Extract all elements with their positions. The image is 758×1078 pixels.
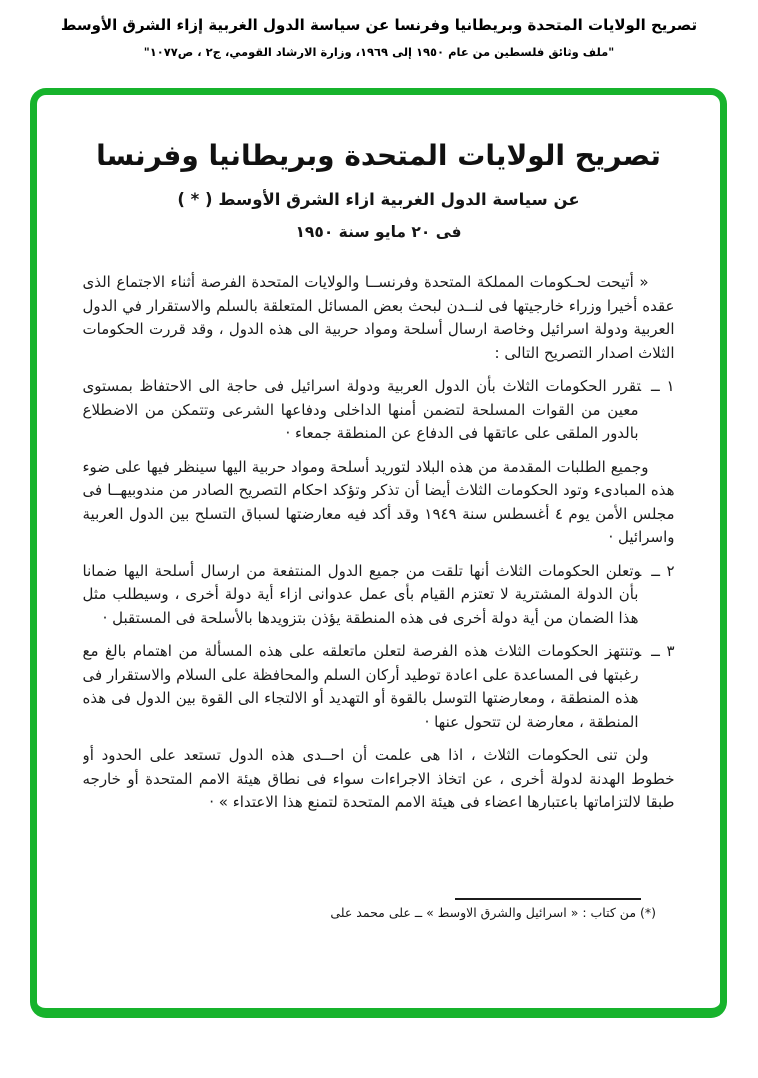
declaration-title: تصريح الولايات المتحدة وبريطانيا وفرنسا (96, 139, 661, 172)
opening-paragraph: « أتيحت لحـكومات المملكة المتحدة وفرنســا والولايات المتحدة الفرصة أثناء الاجتماع الذى عقده أخيرا وزراء خارجيتها فى لنــدن لبحث بعض المسائل المتعلقة بالسلم والاستقرار في الدول العربية ودولة اسرائيل وخاصة ارسال أسلحة ومواد حربية الى هذه الدول ، وقد قررت الحكومات الثلاث اصدار التصريح التالى : (82, 273, 675, 362)
item-2-text: وتعلن الحكومات الثلاث أنها تلقت من جميع الدول المنتفعة من ارسال أسلحة اليها ضمانا بأن الدولة المشترية لا تعتزم القيام بأى عمل عدوانى ازاء أية دولة أخرى ، وسيطلب مثل هذا الضمان من أية دولة أخرى فى هذه المنطقة يؤذن بتزويدها بالأسلحة فى المستقبل · (82, 561, 642, 627)
item-2-number: ٢ ــ (651, 561, 675, 580)
arms-requests-paragraph: وجميع الطلبات المقدمة من هذه البلاد لتوريد أسلحة ومواد حربية اليها سينظر فيها على ضوء هذه المبادىء وتود الحكومات الثلاث أيضا أن تذكر وتؤكد احكام التصريح الصادر من مندوبيهــا فى مجلس الأمن يوم ٤ أغسطس سنة ١٩٤٩ وقد أكد فيه معارضتها لسباق التسلح بين الدول العربية واسرائيل · (82, 457, 675, 546)
item-1-number: ١ ــ (650, 377, 675, 395)
declaration-subtitle: عن سياسة الدول الغربية ازاء الشرق الأوسط ( * ) (177, 190, 580, 209)
item-3-number: ٣ ــ (651, 642, 675, 660)
item-1-text: تقرر الحكومات الثلاث بأن الدول العربية ودولة اسرائيل فى حاجة الى الاحتفاظ بمستوى معين من القوات المسلحة لتضمن أمنها الداخلى ودفاعها الشرعى وتتمكن من الاضطلاع بالدور الملقى على عاتقها فى الدفاع عن المنطقة جمعاء · (82, 377, 641, 442)
numbered-item-2 (83, 560, 675, 631)
footnote-divider (455, 898, 641, 900)
numbered-item-3 (83, 640, 675, 734)
header-source-citation: "ملف وثائق فلسطين من عام ١٩٥٠ إلى ١٩٦٩، وزارة الارشاد القومي، ج٢ ، ص١٠٧٧" (143, 45, 615, 59)
declaration-body (83, 271, 675, 863)
footnote-area (83, 898, 675, 920)
item-3-text: وتنتهز الحكومات الثلاث هذه الفرصة لتعلن ماتعلقه على هذه المسألة من اهتمام بالغ مع رغبتها فى المساعدة على اعادة توطيد أركان السلم والمحافظة على السلام والاستقرار فى هذه المنطقة ، ومعارضتها التوسل بالقوة أو التهديد أو الالتجاء الى القوة بين الدول فى هذه المنطقة ، معارضة لن تتحول عنها · (82, 642, 642, 731)
footnote-text: (*) من كتاب : « اسرائيل والشرق الاوسط » ــ على محمد على (330, 905, 656, 920)
page-header (0, 0, 758, 59)
numbered-item-1 (83, 375, 675, 446)
closing-paragraph: ولن تنى الحكومات الثلاث ، اذا هى علمت أن احــدى هذه الدول تستعد على الحدود أو خطوط الهدنة لدولة أخرى ، عن اتخاذ الاجراءات سواء فى نطاق هيئة الامم المتحدة أو خارجه طبقا لالتزاماتها باعتبارها اعضاء فى هيئة الامم المتحدة لتمنع هذا الاعتداء » · (82, 746, 675, 811)
title-block (37, 139, 720, 241)
header-title: تصريح الولايات المتحدة وبريطانيا وفرنسا عن سياسة الدول الغربية إزاء الشرق الأوسط (60, 16, 698, 34)
declaration-date: فى ٢٠ مايو سنة ١٩٥٠ (295, 223, 462, 241)
green-border-frame (30, 88, 727, 1018)
